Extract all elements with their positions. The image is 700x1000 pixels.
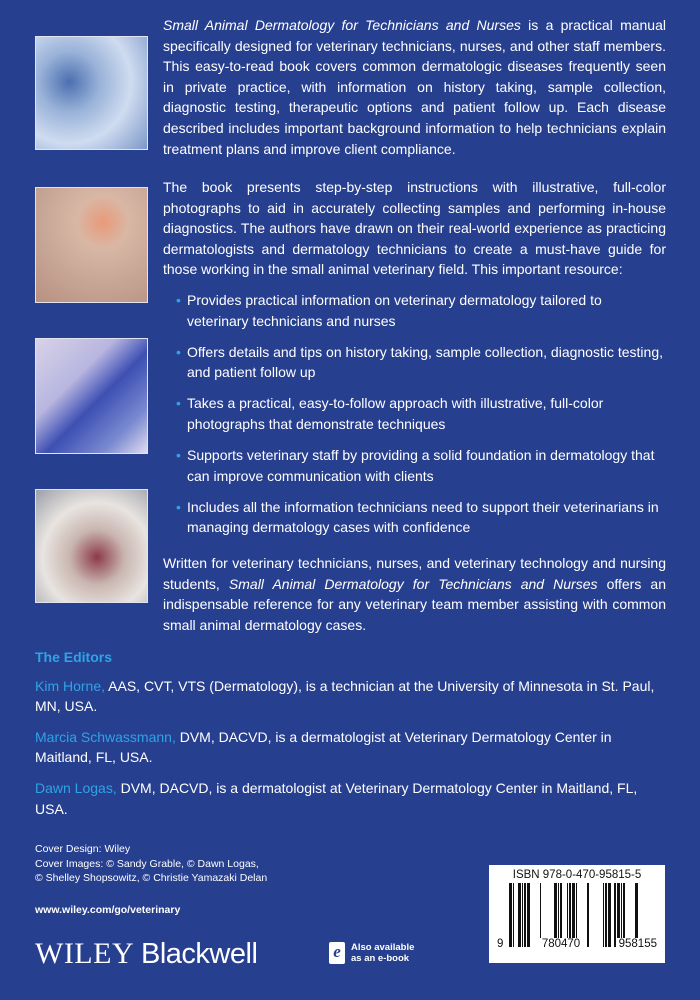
bullet-icon: • (176, 395, 181, 412)
list-item-text: Provides practical information on veterinary dermatology tailored to veterinary technicians and nurses (187, 292, 602, 329)
list-item (176, 497, 666, 538)
editor-name: Dawn Logas, (35, 779, 117, 796)
ebook-text: as an e-book (351, 953, 410, 964)
closing-paragraph (163, 553, 666, 635)
book-title: Small Animal Dermatology for Technicians and Nurses (228, 575, 598, 592)
list-item-text: Takes a practical, easy-to-follow approach with illustrative, full-color photographs that demonstrate techniques (187, 395, 604, 432)
image-credit: Cover Images: © Sandy Grable, © Dawn Logas, (35, 857, 259, 870)
cytology-slide-photo (35, 338, 148, 454)
editors-heading: The Editors (35, 649, 113, 665)
barcode-digits: 958155 (618, 938, 657, 950)
fungal-spores-photo (35, 36, 148, 150)
list-item (176, 342, 666, 383)
feature-list (176, 290, 666, 548)
editor-bio: DVM, DACVD, is a dermatologist at Veterinary Dermatology Center in Maitland, FL, USA. (35, 728, 612, 766)
editor-entry (35, 727, 667, 768)
editor-name: Kim Horne, (35, 677, 106, 694)
image-credit: © Shelley Shopsowitz, © Christie Yamazaki Delan (35, 872, 268, 884)
blackwell-wordmark: Blackwell (141, 938, 258, 970)
editor-bio: AAS, CVT, VTS (Dermatology), is a technician at the University of Minnesota in St. Paul, MN, USA. (35, 677, 655, 715)
skin-lesion-photo (35, 187, 148, 303)
ebook-text: Also available (351, 942, 415, 953)
list-item (176, 290, 666, 331)
barcode-digits: 780470 (541, 938, 581, 950)
description-paragraph: The book presents step-by-step instructions with illustrative, full-color photographs to aid in accurately collecting samples and performing in-house diagnostics. The authors have drawn on their real-world experience as practicing dermatologists and dermatology technicians to create a must-have guide for those working in the small animal veterinary field. This important resource: (163, 179, 666, 278)
bullet-icon: • (176, 447, 181, 464)
list-item (176, 445, 666, 486)
editor-bio: DVM, DACVD, is a dermatologist at Veterinary Dermatology Center in Maitland, FL, USA. (35, 779, 638, 817)
publisher-logo (35, 937, 257, 971)
list-item (176, 393, 666, 434)
closing-text: Written for veterinary technicians, nurses, and veterinary technology and nursing students, (163, 555, 666, 592)
cover-credits (35, 842, 267, 886)
editors-section (35, 647, 667, 829)
barcode-digit: 9 (497, 938, 504, 950)
isbn-number: ISBN 978-0-470-95815-5 (512, 869, 642, 881)
book-title: Small Animal Dermatology for Technicians and Nurses (163, 17, 521, 33)
website-link[interactable]: www.wiley.com/go/veterinary (35, 904, 181, 916)
list-item-text: Includes all the information technicians need to support their veterinarians in managing dermatology cases with confidence (187, 498, 659, 536)
intro-text: is a practical manual specifically designed for veterinary technicians, nurses, and other staff members. This easy-to-read book covers common dermatologic diseases frequently seen in private practice, with information on history taking, sample collection, diagnostic testing, therapeutic options and patient follow up. Each disease described includes important background information to help technicians explain treatment plans and improve client compliance. (163, 17, 666, 157)
list-item-text: Supports veterinary staff by providing a solid foundation in dermatology that can improve communication with clients (187, 447, 655, 484)
design-credit: Cover Design: Wiley (35, 843, 131, 855)
bullet-icon: • (176, 343, 181, 360)
closing-text: offers an indispensable reference for any veterinary team member assisting with common small animal dermatology cases. (163, 575, 666, 633)
editor-name: Marcia Schwassmann, (35, 728, 176, 745)
intro-paragraph (163, 15, 666, 159)
bullet-icon: • (176, 498, 181, 515)
list-item-text: Offers details and tips on history taking, sample collection, diagnostic testing, and patient follow up (187, 343, 663, 381)
isbn-barcode (489, 865, 665, 963)
bullet-icon: • (176, 292, 181, 308)
wiley-wordmark: WILEY (35, 937, 134, 970)
ebook-notice (329, 942, 414, 964)
cat-lesion-photo (35, 489, 148, 603)
editor-entry (35, 676, 667, 717)
ebook-icon: e (329, 942, 345, 964)
editor-entry (35, 778, 667, 819)
